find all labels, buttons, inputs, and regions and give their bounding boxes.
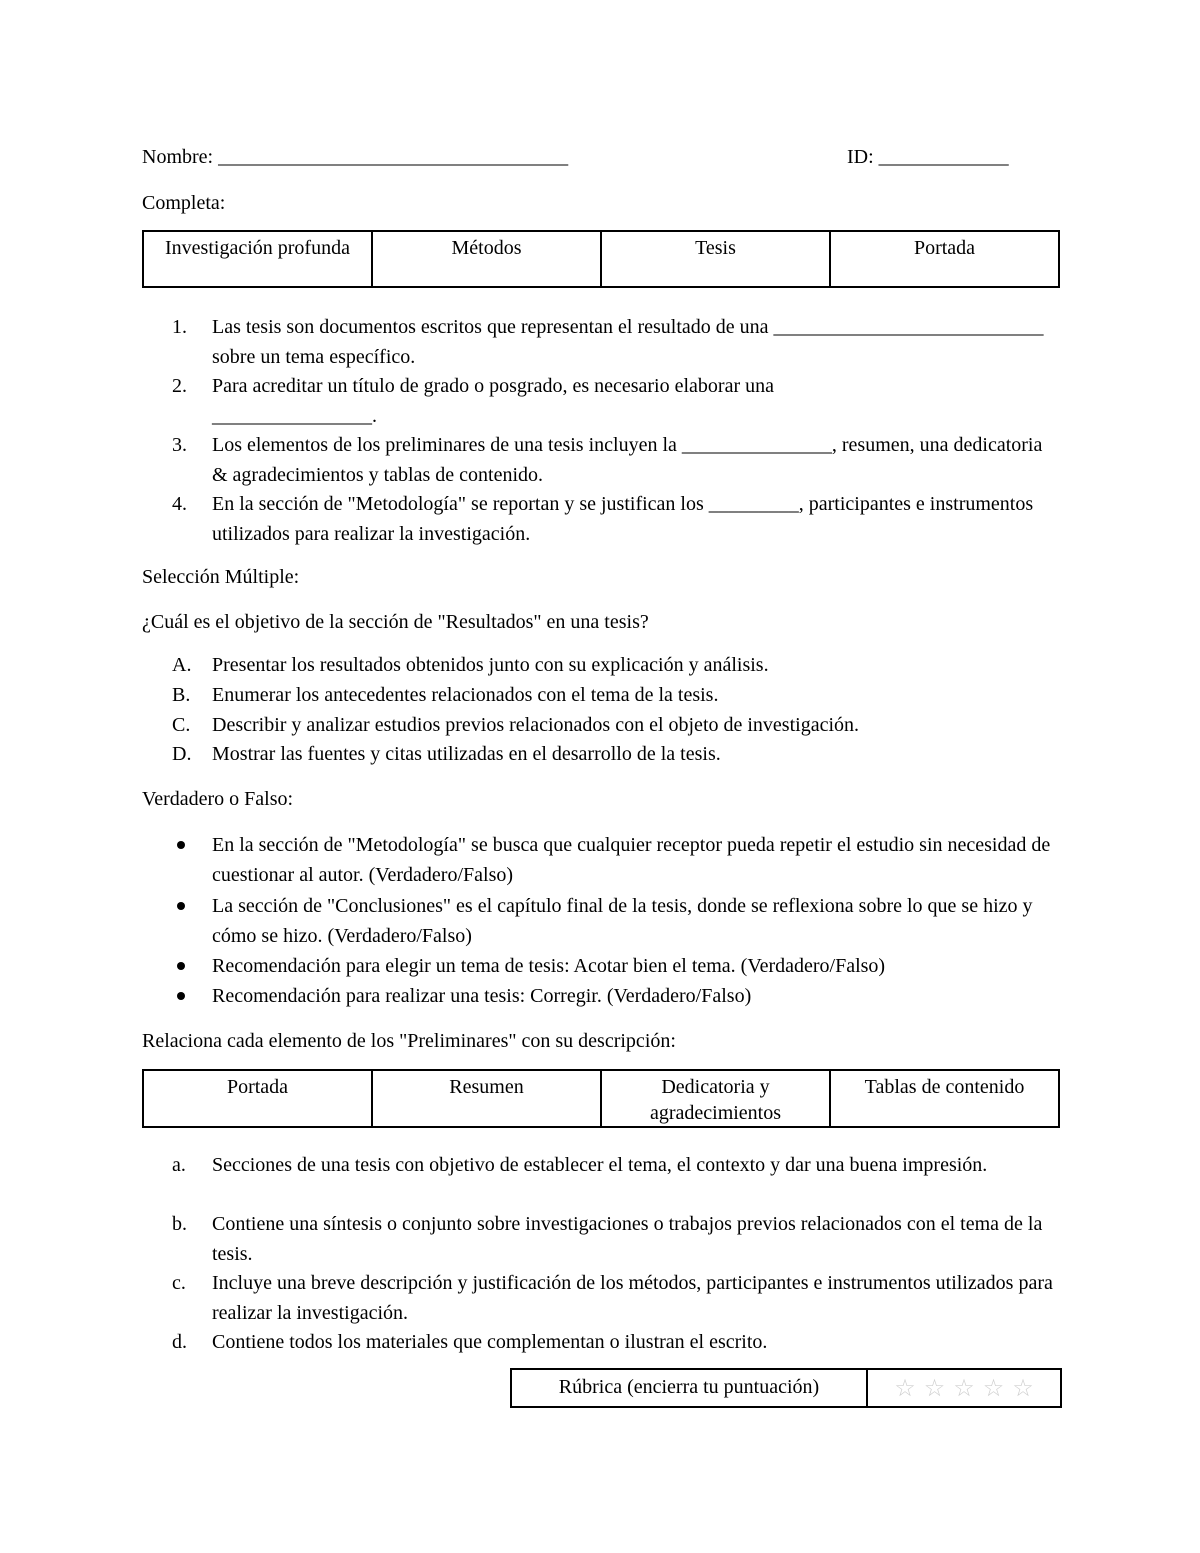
rubric-label: Rúbrica (encierra tu puntuación) [512,1370,868,1406]
choice-letter: C. [172,714,191,736]
tf-text: La sección de "Conclusiones" es el capítulo final de la tesis, donde se reflexiona sobre lo que se hizo y cómo se hizo. (Verdadero/Falso) [212,895,1033,947]
preliminares-cell: Resumen [372,1070,601,1127]
tf-text: Recomendación para elegir un tema de tesis: Acotar bien el tema. (Verdadero/Falso) [212,955,886,977]
item-text: En la sección de "Metodología" se reportan y se justifican los _________, participantes e instrumentos utilizados para realizar la investigación. [212,493,1034,545]
preliminares-cell: Tablas de contenido [830,1070,1059,1127]
section-match-title: Relaciona cada elemento de los "Preliminares" con su descripción: [142,1030,676,1052]
section-tf-title: Verdadero o Falso: [142,788,294,810]
star-icon[interactable]: ☆ [923,1374,946,1402]
word-bank-cell: Portada [830,231,1059,287]
choice-text: Presentar los resultados obtenidos junto con su explicación y análisis. [212,654,769,676]
rubric-box [510,1368,1062,1408]
choice-letter: A. [172,654,192,676]
tf-text: Recomendación para realizar una tesis: Corregir. (Verdadero/Falso) [212,985,752,1007]
star-icon[interactable]: ☆ [953,1374,975,1402]
word-bank-cell: Tesis [601,231,830,287]
item-letter: a. [172,1154,186,1176]
section-complete-title: Completa: [142,192,226,214]
id-field-label: ID: _____________ [847,146,1009,168]
item-number: 2. [172,375,187,397]
item-number: 4. [172,493,187,515]
bullet-icon [177,962,185,970]
star-icon[interactable]: ☆ [894,1374,916,1402]
choice-text: Enumerar los antecedentes relacionados con el tema de la tesis. [212,684,719,706]
choice-letter: B. [172,684,191,706]
word-bank-table [142,230,1060,288]
item-number: 3. [172,434,187,456]
choice-text: Mostrar las fuentes y citas utilizadas en el desarrollo de la tesis. [212,743,721,765]
item-letter: b. [172,1213,187,1235]
multiple-question: ¿Cuál es el objetivo de la sección de "Resultados" en una tesis? [142,611,649,633]
item-text: Para acreditar un título de grado o posgrado, es necesario elaborar una ________________. [212,375,774,427]
choice-letter: D. [172,743,192,765]
star-icon[interactable]: ☆ [982,1374,1005,1402]
item-text: Los elementos de los preliminares de una tesis incluyen la _______________, resumen, una dedicatoria & agradecimientos y tablas de contenido. [212,434,1043,486]
word-bank-cell: Investigación profunda [143,231,372,287]
preliminares-cell: Portada [143,1070,372,1127]
item-number: 1. [172,316,187,338]
word-bank-cell: Métodos [372,231,601,287]
preliminares-cell: Dedicatoria y agradecimientos [601,1070,830,1127]
item-text: Contiene todos los materiales que complementan o ilustran el escrito. [212,1331,768,1353]
preliminares-table [142,1069,1060,1128]
item-letter: c. [172,1272,186,1294]
rating-stars[interactable] [868,1370,1060,1406]
bullet-icon [177,841,185,849]
tf-text: En la sección de "Metodología" se busca que cualquier receptor pueda repetir el estudio sin necesidad de cuestionar al autor. (Verdadero/Falso) [212,834,1051,886]
choice-text: Describir y analizar estudios previos relacionados con el objeto de investigación. [212,714,860,736]
bullet-icon [177,902,185,910]
bullet-icon [177,992,185,1000]
item-text: Secciones de una tesis con objetivo de establecer el tema, el contexto y dar una buena impresión. [212,1154,988,1176]
section-multiple-title: Selección Múltiple: [142,566,300,588]
item-letter: d. [172,1331,187,1353]
item-text: Contiene una síntesis o conjunto sobre investigaciones o trabajos previos relacionados con el tema de la tesis. [212,1213,1043,1265]
item-text: Incluye una breve descripción y justificación de los métodos, participantes e instrumentos utilizados para realizar la investigación. [212,1272,1053,1324]
name-field-label: Nombre: ___________________________________ [142,146,569,168]
star-icon[interactable]: ☆ [1012,1374,1034,1402]
item-text: Las tesis son documentos escritos que representan el resultado de una ___________________________ sobre un tema específico. [212,316,1044,368]
